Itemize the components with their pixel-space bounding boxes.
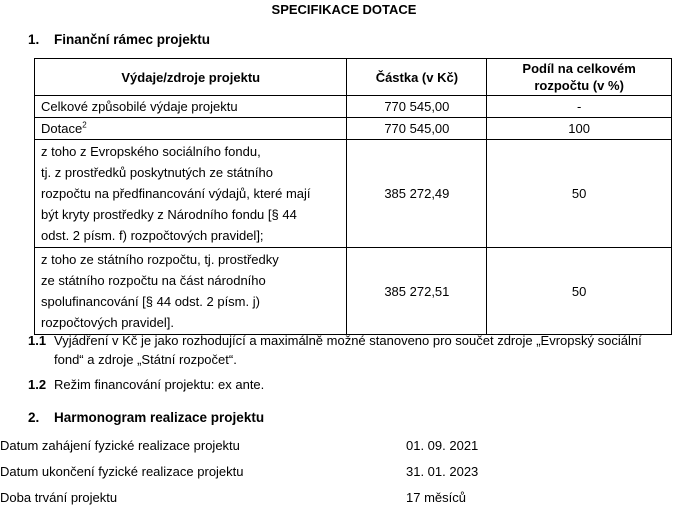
note-1-2 (28, 375, 668, 394)
row-label-text: Dotace (41, 121, 83, 136)
row-label-line: rozpočtových pravidel]. (41, 315, 174, 330)
row-share: - (487, 96, 672, 118)
schedule-value: 31. 01. 2023 (406, 464, 479, 479)
row-share: 50 (487, 140, 672, 248)
note-1-1 (28, 331, 668, 369)
section2-heading (28, 410, 264, 425)
note-line: Režim financování projektu: ex ante. (54, 377, 265, 392)
row-label-line: odst. 2 písm. f) rozpočtových pravidel]; (41, 228, 264, 243)
row-share: 50 (487, 248, 672, 335)
row-amount: 770 545,00 (347, 118, 487, 140)
table-row (35, 248, 672, 335)
row-amount: 385 272,49 (347, 140, 487, 248)
financial-table (34, 58, 672, 335)
table-row (35, 140, 672, 248)
row-label-line: z toho z Evropského sociálního fondu, (41, 144, 261, 159)
section1-heading (28, 32, 210, 47)
row-label-line: spolufinancování [§ 44 odst. 2 písm. j) (41, 294, 260, 309)
section1-title: Finanční rámec projektu (54, 32, 211, 47)
header-expenses: Výdaje/zdroje projektu (35, 59, 347, 96)
table-header-row (35, 59, 672, 96)
note-line: Vyjádření v Kč je jako rozhodující a maximálně možné stanoveno pro součet zdroje „Evropský sociální (54, 333, 642, 348)
row-amount: 770 545,00 (347, 96, 487, 118)
header-amount: Částka (v Kč) (347, 59, 487, 96)
row-label: Celkové způsobilé výdaje projektu (35, 96, 347, 118)
schedule-label: Doba trvání projektu (0, 490, 118, 505)
row-label (35, 140, 347, 248)
row-label-line: tj. z prostředků poskytnutých ze státního (41, 165, 273, 180)
row-label (35, 118, 347, 140)
row-label (35, 248, 347, 335)
section2-number: 2. (28, 410, 40, 425)
header-share: Podíl na celkovém rozpočtu (v %) (487, 59, 672, 96)
document-title: SPECIFIKACE DOTACE (271, 2, 417, 17)
row-label-line: ze státního rozpočtu na část národního (41, 273, 266, 288)
row-label-line: z toho ze státního rozpočtu, tj. prostředky (41, 252, 279, 267)
row-label-line: rozpočtu na předfinancování výdajů, které mají (41, 186, 311, 201)
table-row (35, 96, 672, 118)
row-share: 100 (487, 118, 672, 140)
row-label-line: být kryty prostředky z Národního fondu [§ 44 (41, 207, 297, 222)
schedule-value: 17 měsíců (406, 490, 466, 505)
schedule-label: Datum ukončení fyzické realizace projektu (0, 464, 244, 479)
section1-number: 1. (28, 32, 40, 47)
schedule-value: 01. 09. 2021 (406, 438, 479, 453)
table-row (35, 118, 672, 140)
schedule-label: Datum zahájení fyzické realizace projektu (0, 438, 240, 453)
note-line: fond“ a zdroje „Státní rozpočet“. (54, 352, 237, 367)
note-number: 1.2 (28, 377, 47, 392)
note-number: 1.1 (28, 333, 47, 348)
row-amount: 385 272,51 (347, 248, 487, 335)
footnote-marker: 2 (82, 120, 87, 130)
section2-title: Harmonogram realizace projektu (54, 410, 265, 425)
